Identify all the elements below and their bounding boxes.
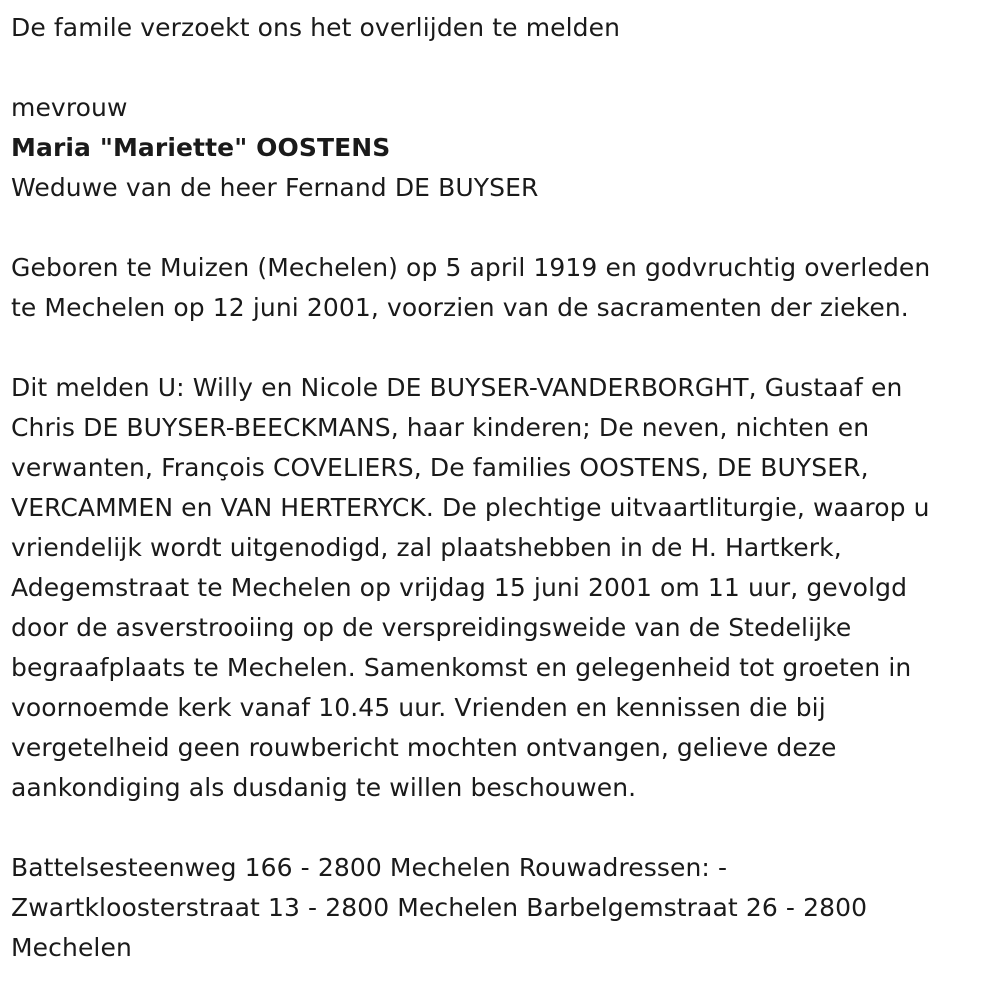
paragraph-line: Battelsesteenweg 166 - 2800 Mechelen Rouwadressen: - (11, 853, 728, 882)
title-prefix: mevrouw (11, 93, 128, 122)
paragraph-line: voornoemde kerk vanaf 10.45 uur. Vrienden en kennissen die bij (11, 693, 826, 722)
paragraph-line: te Mechelen op 12 juni 2001, voorzien van de sacramenten der zieken. (11, 293, 909, 322)
paragraph-line: Chris DE BUYSER-BEECKMANS, haar kinderen; De neven, nichten en (11, 413, 870, 442)
paragraph-line: door de asverstrooiing op de verspreidingsweide van de Stedelijke (11, 613, 852, 642)
paragraph-line: verwanten, François COVELIERS, De families OOSTENS, DE BUYSER, (11, 453, 869, 482)
spacer (11, 328, 1000, 368)
paragraph-line: Mechelen (11, 933, 132, 962)
paragraph-line: vergetelheid geen rouwbericht mochten ontvangen, gelieve deze (11, 733, 837, 762)
paragraph-line: Dit melden U: Willy en Nicole DE BUYSER-VANDERBORGHT, Gustaaf en (11, 373, 903, 402)
spacer (11, 208, 1000, 248)
address-paragraph (11, 848, 1000, 968)
paragraph-line: Zwartkloosterstraat 13 - 2800 Mechelen Barbelgemstraat 26 - 2800 (11, 893, 868, 922)
deceased-name: Maria "Mariette" OOSTENS (11, 133, 391, 162)
spacer (11, 808, 1000, 848)
spacer (11, 48, 1000, 88)
intro-text: De famile verzoekt ons het overlijden te melden (11, 13, 621, 42)
widow-of-text: Weduwe van de heer Fernand DE BUYSER (11, 173, 539, 202)
paragraph-line: vriendelijk wordt uitgenodigd, zal plaatshebben in de H. Hartkerk, (11, 533, 842, 562)
announcement-paragraph (11, 368, 1000, 808)
birth-death-paragraph (11, 248, 1000, 328)
paragraph-line: Geboren te Muizen (Mechelen) op 5 april 1919 en godvruchtig overleden (11, 253, 931, 282)
paragraph-line: begraafplaats te Mechelen. Samenkomst en gelegenheid tot groeten in (11, 653, 912, 682)
paragraph-line: VERCAMMEN en VAN HERTERYCK. De plechtige uitvaartliturgie, waarop u (11, 493, 930, 522)
paragraph-line: Adegemstraat te Mechelen op vrijdag 15 juni 2001 om 11 uur, gevolgd (11, 573, 908, 602)
paragraph-line: aankondiging als dusdanig te willen beschouwen. (11, 773, 637, 802)
